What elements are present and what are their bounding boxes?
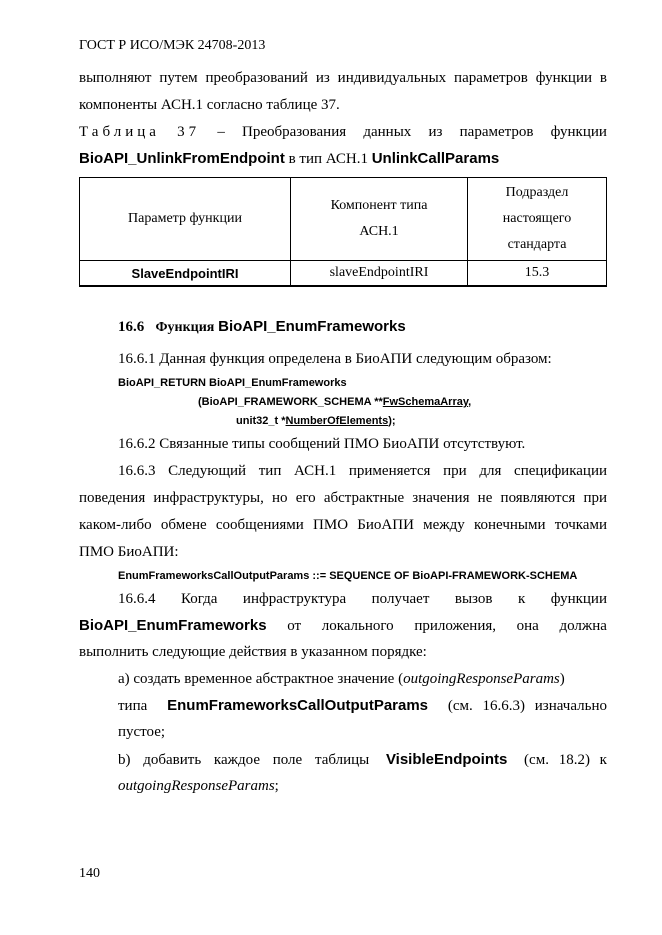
- word: к: [517, 591, 526, 607]
- paragraph-16-6-3-line-2: поведения инфраструктуры, но его абстрактные значения не появляются при: [79, 490, 607, 506]
- table-row: [80, 261, 607, 287]
- code-line-3: [236, 415, 396, 427]
- caption-word: функции: [550, 124, 607, 140]
- section-number: 16.6: [118, 319, 145, 335]
- caption-number: 37: [177, 124, 201, 140]
- word: от: [287, 618, 302, 634]
- paragraph-16-6-4-line-3: выполнить следующие действия в указанном порядке:: [79, 644, 427, 660]
- table-caption-line-1: [79, 124, 607, 141]
- word: получает: [371, 591, 430, 607]
- table-caption-line-2: [79, 150, 499, 168]
- code-line-1: BioAPI_RETURN BioAPI_EnumFrameworks: [118, 377, 347, 389]
- word: локального: [321, 618, 394, 634]
- cell-section: 15.3: [468, 261, 607, 287]
- code-line-2: [198, 396, 471, 408]
- running-header: ГОСТ Р ИСО/МЭК 24708-2013: [79, 38, 266, 53]
- caption-word: Преобразования: [242, 124, 347, 140]
- section-title-name: BioAPI_EnumFrameworks: [218, 318, 406, 335]
- word: 16.6.4: [118, 591, 156, 607]
- caption-dash: –: [217, 124, 225, 140]
- function-name: BioAPI_EnumFrameworks: [79, 617, 267, 634]
- word: вызов: [454, 591, 493, 607]
- caption-func-name: BioAPI_UnlinkFromEndpoint: [79, 150, 285, 167]
- text: ;: [274, 778, 279, 794]
- cell-param: SlaveEndpointIRI: [80, 261, 291, 287]
- item-b-line-1: [118, 751, 607, 769]
- paragraph-16-6-4-line-1: [118, 591, 607, 608]
- item-a-line-1: [118, 671, 607, 688]
- header-line: Компонент типа: [330, 198, 428, 213]
- text: типа: [118, 698, 148, 714]
- header-cell-param: Параметр функции: [80, 178, 291, 261]
- intro-line-1: выполняют путем преобразований из индивидуальных параметров функции в: [79, 70, 607, 86]
- header-line: Подраздел: [505, 185, 569, 200]
- paragraph-16-6-3-line-3: каком-либо обмене сообщениями ПМО БиоАПИ между конечными точками: [79, 517, 607, 533]
- word: она: [516, 618, 539, 634]
- code-text: unit32_t *: [236, 415, 286, 427]
- mapping-table: [79, 177, 607, 287]
- code-text: ,: [468, 396, 472, 408]
- caption-word: данных: [363, 124, 412, 140]
- paragraph-16-6-4-line-2: [79, 617, 607, 635]
- cell-component: slaveEndpointIRI: [291, 261, 468, 287]
- paragraph-16-6-2: 16.6.2 Связанные типы сообщений ПМО БиоАПИ отсутствуют.: [118, 436, 526, 452]
- paragraph-16-6-1: 16.6.1 Данная функция определена в БиоАПИ следующим образом:: [118, 351, 552, 367]
- code-param-fwschemaarray: FwSchemaArray: [382, 396, 469, 408]
- text: b) добавить каждое поле таблицы: [118, 752, 370, 768]
- caption-word: из: [428, 124, 443, 140]
- text: ): [559, 671, 565, 687]
- table-name: VisibleEndpoints: [385, 751, 508, 768]
- item-b-line-2: [118, 778, 279, 795]
- word: инфраструктура: [242, 591, 347, 607]
- caption-word: параметров: [459, 124, 534, 140]
- code-text: );: [388, 415, 396, 427]
- table-header-row: [80, 178, 607, 261]
- type-name: EnumFrameworksCallOutputParams: [167, 697, 429, 714]
- header-line: настоящего: [502, 211, 572, 226]
- caption-mid: в тип АСН.1: [284, 151, 372, 167]
- header-line: АСН.1: [359, 224, 399, 239]
- paragraph-16-6-3-line-1: 16.6.3 Следующий тип АСН.1 применяется при для спецификации: [118, 463, 607, 479]
- paragraph-16-6-3-line-4: ПМО БиоАПИ:: [79, 544, 179, 560]
- section-heading: [118, 318, 406, 336]
- word: функции: [550, 591, 607, 607]
- item-a-text: [118, 671, 565, 688]
- text: a) создать временное абстрактное значение (: [118, 671, 404, 687]
- code-param-numberofelements: NumberOfElements: [285, 415, 389, 427]
- intro-line-2: компоненты АСН.1 согласно таблице 37.: [79, 97, 340, 113]
- text: (см. 16.6.3) изначально: [447, 698, 607, 714]
- header-line: стандарта: [507, 237, 567, 252]
- page-number: 140: [79, 866, 100, 881]
- italic-term: outgoingResponseParams: [118, 778, 275, 794]
- header-cell-section: [468, 178, 607, 261]
- header-cell-component: [291, 178, 468, 261]
- asn-definition: EnumFrameworksCallOutputParams ::= SEQUENCE OF BioAPI-FRAMEWORK-SCHEMA: [118, 570, 578, 582]
- caption-type-name: UnlinkCallParams: [371, 150, 500, 167]
- caption-label: Таблица: [79, 124, 160, 140]
- word: должна: [559, 618, 607, 634]
- text: (см. 18.2) к: [524, 752, 607, 768]
- item-a-line-2: [118, 697, 607, 715]
- code-text: (BioAPI_FRAMEWORK_SCHEMA **: [198, 396, 383, 408]
- word: приложения,: [414, 618, 497, 634]
- section-title-prefix: Функция: [155, 320, 215, 335]
- item-a-line-3: пустое;: [118, 724, 166, 740]
- word: Когда: [180, 591, 218, 607]
- italic-term: outgoingResponseParams: [403, 671, 560, 687]
